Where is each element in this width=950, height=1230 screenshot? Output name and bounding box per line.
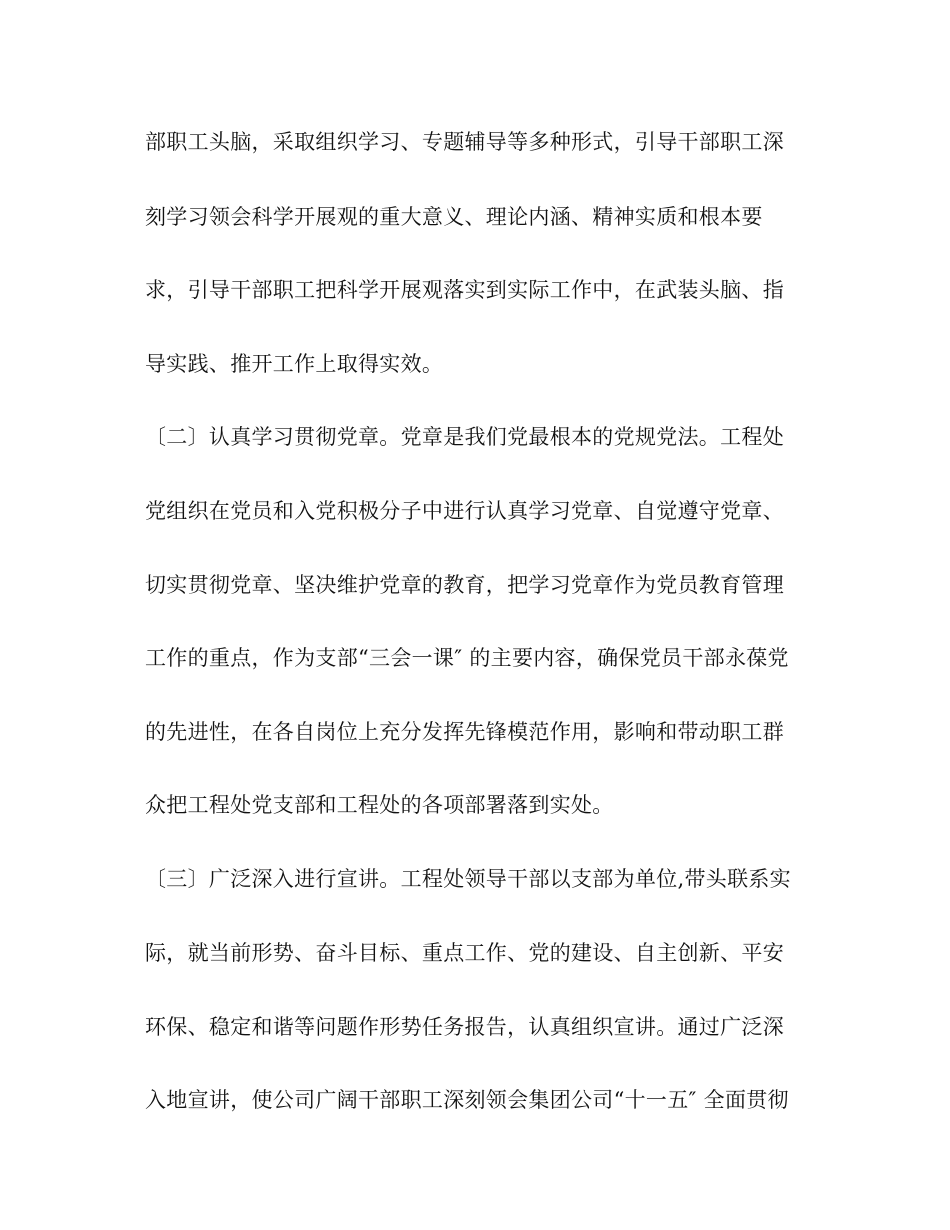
text-line: 际，就当前形势、奋斗目标、重点工作、党的建设、自主创新、平安 [145,941,784,965]
text-line: 党组织在党员和入党积极分子中进行认真学习党章、自觉遵守党章、 [145,499,784,523]
text-line: 工作的重点，作为支部“三会一课″ 的主要内容，确保党员干部永葆党 [145,646,789,670]
text-line: 的先进性，在各自岗位上充分发挥先锋模范作用，影响和带动职工群 [145,720,784,744]
text-line: 求，引导干部职工把科学开展观落实到实际工作中，在武装头脑、指 [145,278,784,302]
text-line: 刻学习领会科学开展观的重大意义、理论内涵、精神实质和根本要 [145,205,763,229]
section-heading-line: 〔三〕广泛深入进行宣讲。工程处领导干部以支部为单位,带头联系实 [145,867,791,891]
text-line: 入地宣讲，使公司广阔干部职工深刻领会集团公司“十一五″ 全面贯彻 [145,1088,789,1112]
text-line: 切实贯彻党章、坚决维护党章的教育，把学习党章作为党员教育管理 [145,573,784,597]
text-line: 众把工程处党支部和工程处的各项部署落到实处。 [145,793,614,817]
text-line: 环保、稳定和谐等问题作形势任务报告，认真组织宣讲。通过广泛深 [145,1015,784,1039]
text-line: 部职工头脑，采取组织学习、专题辅导等多种形式，引导干部职工深 [145,130,784,154]
text-line: 导实践、推开工作上取得实效。 [145,352,444,376]
section-heading-line: 〔二〕认真学习贯彻党章。党章是我们党最根本的党规党法。工程处 [145,425,784,449]
